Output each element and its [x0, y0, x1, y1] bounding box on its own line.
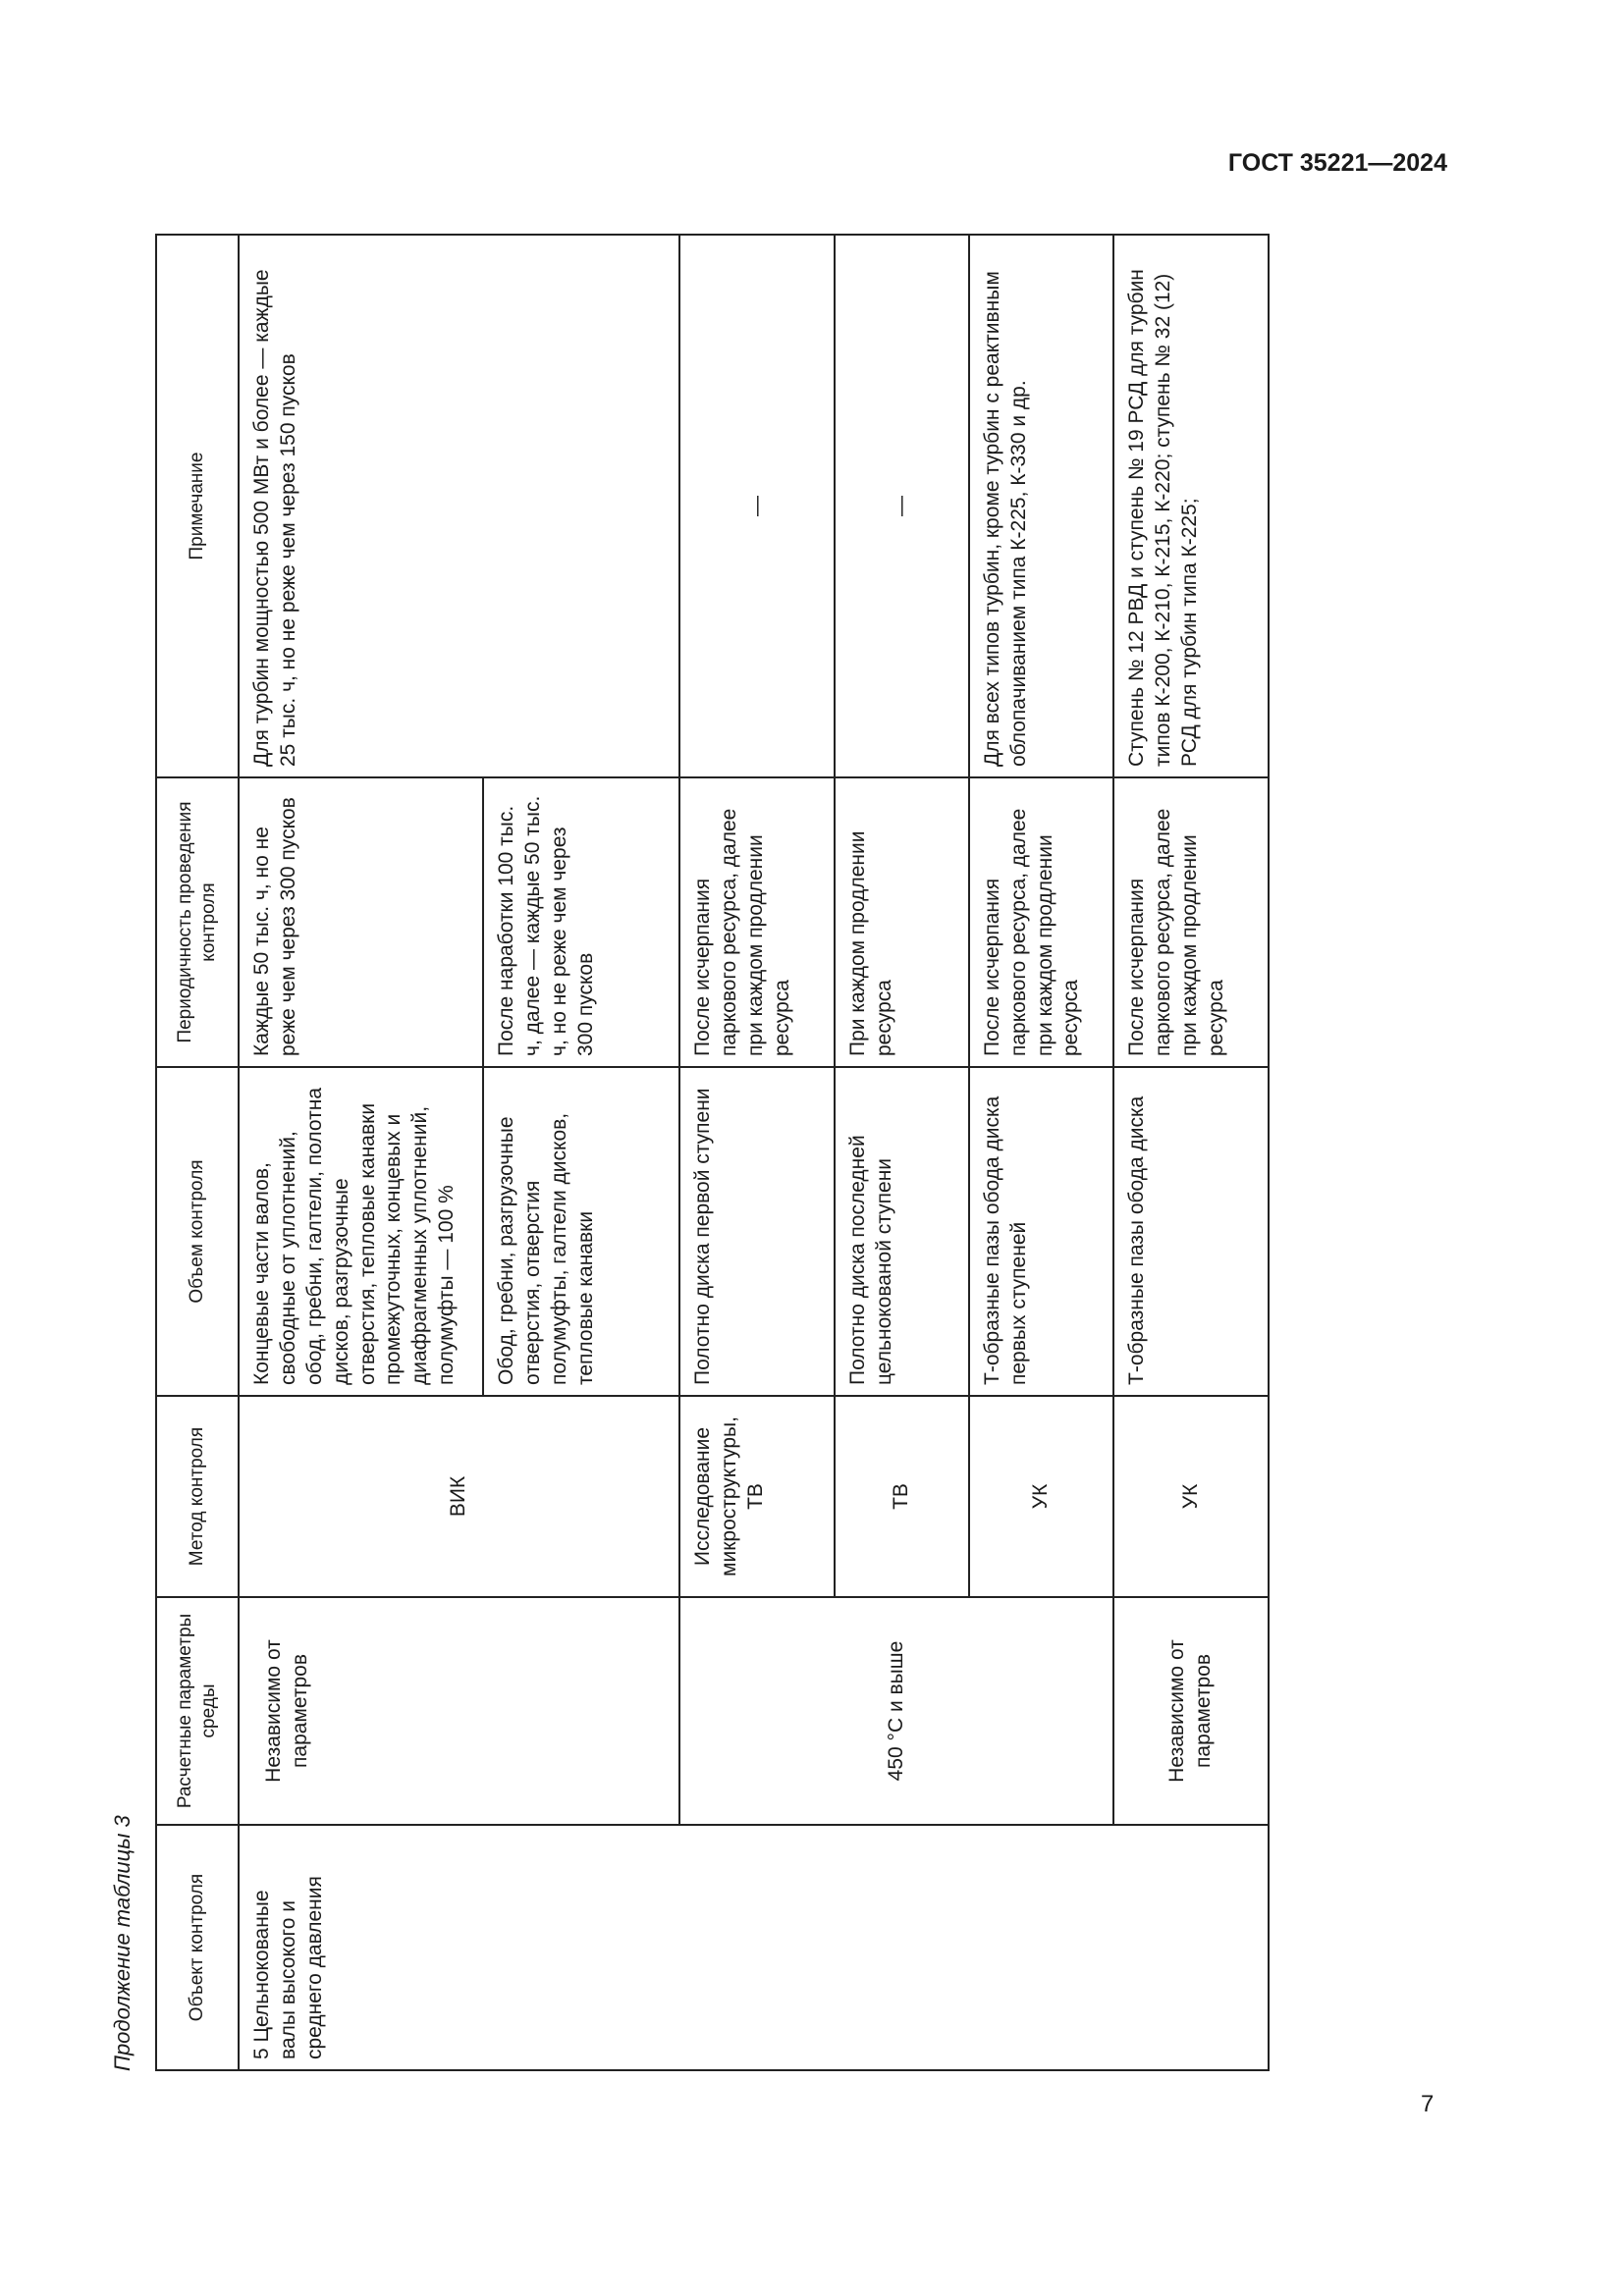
note-cell: Ступень № 12 РВД и ступень № 19 РСД для турбин типов К-200, К-210, К-215, К-220; ступень № 32 (12) РСД для турбин типа К-225;	[1113, 235, 1269, 777]
params-independent-cell: Независимо от параметров	[239, 1597, 679, 1825]
scope-cell: Полотно диска первой ступени	[679, 1067, 835, 1396]
note-cell: Для турбин мощностью 500 МВт и более — каждые 25 тыс. ч, но не реже чем через 150 пусков	[239, 235, 679, 777]
period-cell: После исчерпания паркового ресурса, далее при каждом продлении ресурса	[679, 777, 835, 1067]
control-table	[155, 234, 1270, 2071]
period-cell: После исчерпания паркового ресурса, далее при каждом продлении ресурса	[1113, 777, 1269, 1067]
col-header-scope: Объем контроля	[156, 1067, 239, 1396]
period-cell: После наработки 100 тыс. ч, далее — каждые 50 тыс. ч, но не реже чем через 300 пусков	[483, 777, 679, 1067]
scope-cell: Т-образные пазы обода диска первых ступеней	[969, 1067, 1113, 1396]
document-code: ГОСТ 35221—2024	[1227, 149, 1447, 177]
period-cell: Каждые 50 тыс. ч, но не реже чем через 300 пусков	[239, 777, 483, 1067]
table-row	[1113, 235, 1269, 2070]
table-row	[679, 235, 835, 2070]
method-cell: УК	[1113, 1396, 1269, 1597]
note-cell: —	[835, 235, 969, 777]
scope-cell: Полотно диска последней цельнокованой ступени	[835, 1067, 969, 1396]
object-cell: 5 Цельнокованые валы высокого и среднего давления	[239, 1825, 1269, 2070]
period-cell: После исчерпания паркового ресурса, далее при каждом продлении ресурса	[969, 777, 1113, 1067]
scope-cell: Концевые части валов, свободные от уплотнений, обод, гребни, галтели, полотна дисков, разгрузочные отверстия, тепловые канавки промежуточных, концевых и диафрагменных уплотнений, полумуфты — 100 %	[239, 1067, 483, 1396]
col-header-note: Примечание	[156, 235, 239, 777]
scope-cell: Обод, гребни, разгрузочные отверстия, отверстия полумуфты, галтели дисков, тепловые канавки	[483, 1067, 679, 1396]
page-number: 7	[1421, 2091, 1435, 2117]
col-header-period: Периодичность проведения контроля	[156, 777, 239, 1067]
scope-cell: Т-образные пазы обода диска	[1113, 1067, 1269, 1396]
note-cell: Для всех типов турбин, кроме турбин с реактивным облопачиванием типа К-225, К-330 и др.	[969, 235, 1113, 777]
col-header-object: Объект контроля	[156, 1825, 239, 2070]
col-header-method: Метод контроля	[156, 1396, 239, 1597]
table-caption: Продолжение таблицы 3	[110, 1815, 135, 2071]
method-cell: УК	[969, 1396, 1113, 1597]
table-header-row	[156, 235, 239, 2070]
method-cell: ВИК	[239, 1396, 679, 1597]
note-cell: —	[679, 235, 835, 777]
method-cell: ТВ	[835, 1396, 969, 1597]
rotated-table-block	[110, 226, 1269, 2071]
period-cell: При каждом продлении ресурса	[835, 777, 969, 1067]
method-cell: Исследование микроструктуры, ТВ	[679, 1396, 835, 1597]
params-independent2-cell: Независимо от параметров	[1113, 1597, 1269, 1825]
params-temp-cell: 450 °С и выше	[679, 1597, 1113, 1825]
table-row	[239, 235, 483, 2070]
col-header-params: Расчетные параметры среды	[156, 1597, 239, 1825]
